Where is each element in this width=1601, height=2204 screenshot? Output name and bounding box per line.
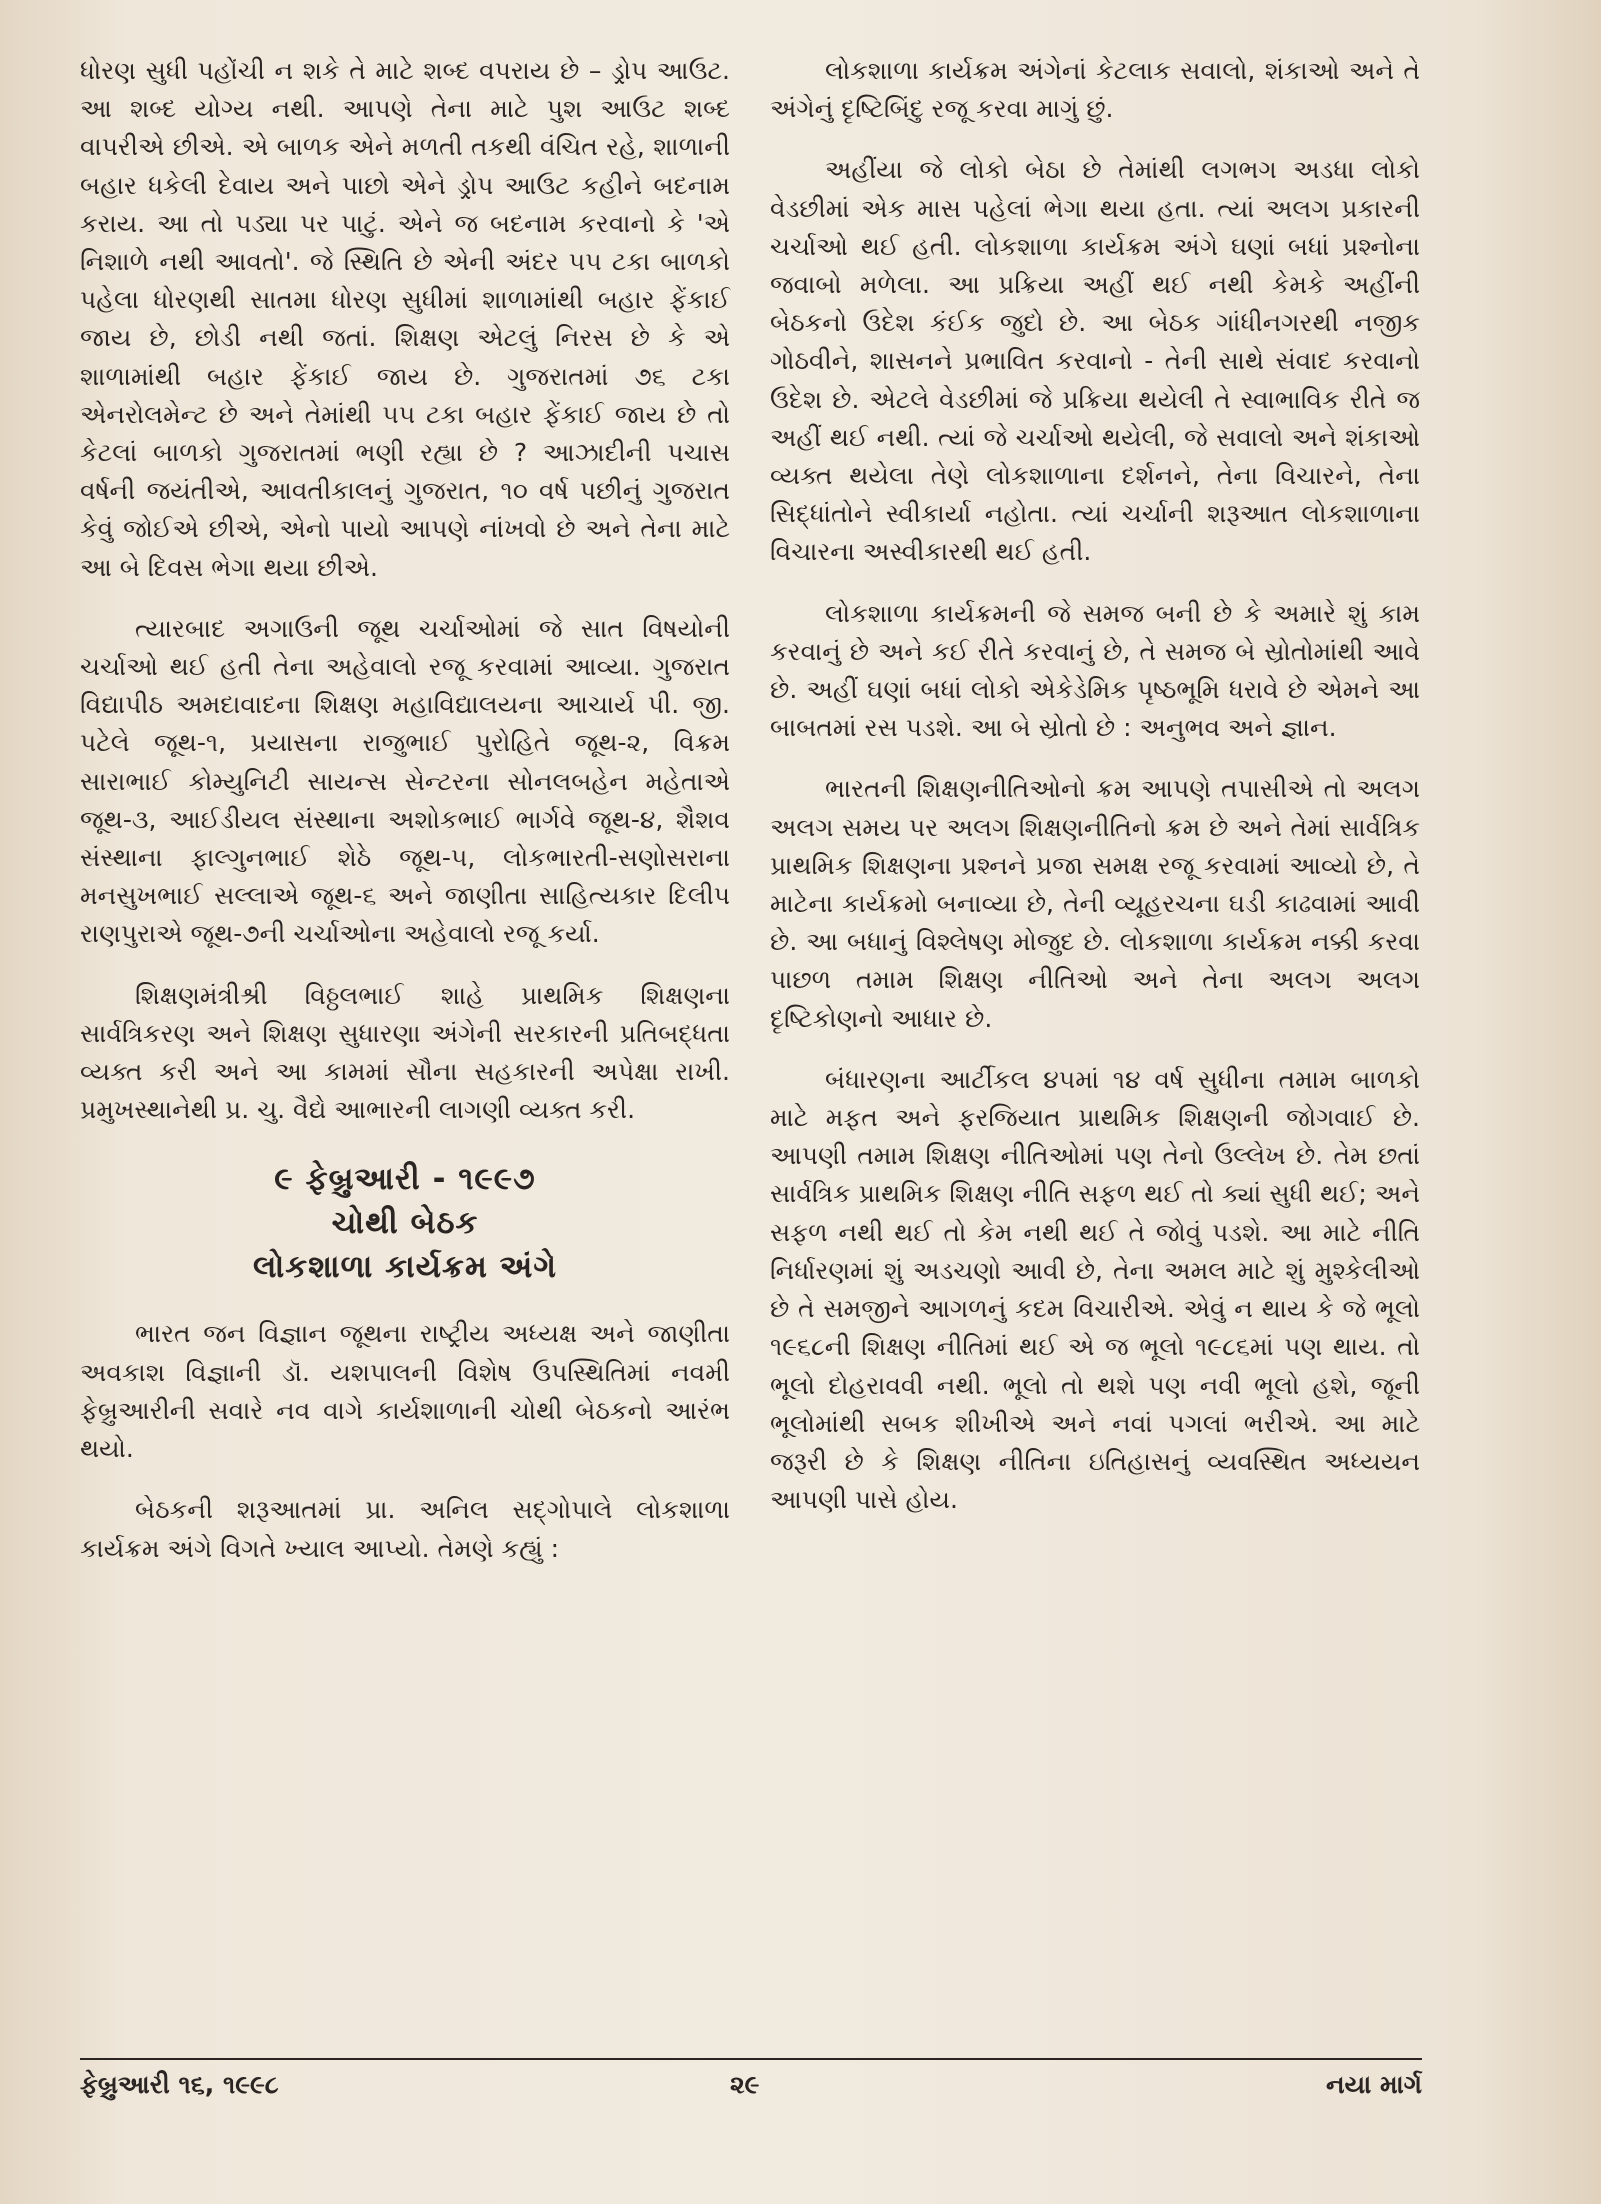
footer-date: ફેબ્રુઆરી ૧૬, ૧૯૯૮ (80, 2070, 279, 2099)
heading-topic: લોકશાળા કાર્યક્રમ અંગે (253, 1249, 557, 1286)
left-column (80, 52, 730, 1591)
paragraph: અહીંયા જે લોકો બેઠા છે તેમાંથી લગભગ અડધા લોકો વેડછીમાં એક માસ પહેલાં ભેગા થયા હતા. ત્યાં અલગ પ્રકારની ચર્ચાઓ થઈ હતી. લોકશાળા કાર્યક્રમ અંગે ઘણાં બધાં પ્રશ્નોના જવાબો મળેલા. આ પ્રક્રિયા અહીં થઈ નથી કેમકે અહીંની બેઠકનો ઉદેશ કંઈક જુદો છે. આ બેઠક ગાંધીનગરથી નજીક ગોઠવીને, શાસનને પ્રભાવિત કરવાનો - તેની સાથે સંવાદ કરવાનો ઉદેશ છે. એટલે વેડછીમાં જે પ્રક્રિયા થયેલી તે સ્વાભાવિક રીતે જ અહીં થઈ નથી. ત્યાં જે ચર્ચાઓ થયેલી, જે સવાલો અને શંકાઓ વ્યક્ત થયેલા તેણે લોકશાળાના દર્શનને, તેના વિચારને, તેના સિદ્ધાંતોને સ્વીકાર્યા નહોતા. ત્યાં ચર્ચાની શરૂઆત લોકશાળાના વિચારના અસ્વીકારથી થઈ હતી. (770, 155, 1420, 567)
paragraph: બેઠકની શરૂઆતમાં પ્રા. અનિલ સદ્‌ગોપાલે લોકશાળા કાર્યક્રમ અંગે વિગતે ખ્યાલ આપ્યો. તેમણે કહ્યું : (80, 1495, 730, 1563)
paragraph: લોકશાળા કાર્યક્રમની જે સમજ બની છે કે અમારે શું કામ કરવાનું છે અને કઈ રીતે કરવાનું છે, તે સમજ બે સ્રોતોમાંથી આવે છે. અહીં ઘણાં બધાં લોકો એકેડેમિક પૃષ્ઠભૂમિ ધરાવે છે એમને આ બાબતમાં રસ પડશે. આ બે સ્રોતો છે : અનુભવ અને જ્ઞાન. (770, 598, 1420, 743)
publication-name: નયા માર્ગ (1326, 2070, 1422, 2099)
heading-session: ચોથી બેઠક (331, 1205, 479, 1242)
paragraph: ત્યારબાદ અગાઉની જૂથ ચર્ચાઓમાં જે સાત વિષયોની ચર્ચાઓ થઈ હતી તેના અહેવાલો રજૂ કરવામાં આવ્યા. ગુજરાત વિદ્યાપીઠ અમદાવાદના શિક્ષણ મહાવિદ્યાલયના આચાર્ય પી. જી. પટેલે જૂથ-૧, પ્રયાસના રાજુભાઈ પુરોહિતે જૂથ-૨, વિક્રમ સારાભાઈ કોમ્યુનિટી સાયન્સ સેન્ટરના સોનલબહેન મહેતાએ જૂથ-૩, આઈડીયલ સંસ્થાના અશોકભાઈ ભાર્ગવે જૂથ-૪, શૈશવ સંસ્થાના ફાલ્ગુનભાઈ શેઠે જૂથ-૫, લોકભારતી-સણોસરાના મનસુખભાઈ સલ્લાએ જૂથ-૬ અને જાણીતા સાહિત્યકાર દિલીપ રાણપુરાએ જૂથ-૭ની ચર્ચાઓના અહેવાલો રજૂ કર્યા. (80, 613, 730, 949)
right-column (770, 52, 1420, 1542)
section-heading (80, 1157, 730, 1289)
paragraph: ભારત જન વિજ્ઞાન જૂથના રાષ્ટ્રીય અધ્યક્ષ અને જાણીતા અવકાશ વિજ્ઞાની ડૉ. યશપાલની વિશેષ ઉપસ્થિતિમાં નવમી ફેબ્રુઆરીની સવારે નવ વાગે કાર્યશાળાની ચોથી બેઠકનો આરંભ થયો. (80, 1319, 730, 1464)
paragraph: ધોરણ સુધી પહોંચી ન શકે તે માટે શબ્દ વપરાય છે – ડ્રોપ આઉટ. આ શબ્દ યોગ્ય નથી. આપણે તેના માટે પુશ આઉટ શબ્દ વાપરીએ છીએ. એ બાળક એને મળતી તકથી વંચિત રહે, શાળાની બહાર ધકેલી દેવાય અને પાછો એને ડ્રોપ આઉટ કહીને બદનામ કરાય. આ તો પડ્યા પર પાટું. એને જ બદનામ કરવાનો કે 'એ નિશાળે નથી આવતો'. જે સ્થિતિ છે એની અંદર ૫૫ ટકા બાળકો પહેલા ધોરણથી સાતમા ધોરણ સુધીમાં શાળામાંથી બહાર ફેંકાઈ જાય છે, છોડી નથી જતાં. શિક્ષણ એટલું નિરસ છે કે એ શાળામાંથી બહાર ફેંકાઈ જાય છે. ગુજરાતમાં ૭૬ ટકા એનરોલમેન્ટ છે અને તેમાંથી ૫૫ ટકા બહાર ફેંકાઈ જાય છે તો કેટલાં બાળકો ગુજરાતમાં ભણી રહ્યા છે ? આઝાદીની પચાસ વર્ષની જયંતીએ, આવતીકાલનું ગુજરાત, ૧૦ વર્ષ પછીનું ગુજરાત કેવું જોઈએ છીએ, એનો પાયો આપણે નાંખવો છે અને તેના માટે આ બે દિવસ ભેગા થયા છીએ. (80, 56, 730, 582)
paragraph: લોકશાળા કાર્યક્રમ અંગેનાં કેટલાક સવાલો, શંકાઓ અને તે અંગેનું દૃષ્ટિબિંદુ રજૂ કરવા માગું છું. (770, 56, 1420, 124)
page-number: ૨૯ (730, 2070, 760, 2099)
heading-date: ૯ ફેબ્રુઆરી - ૧૯૯૭ (274, 1161, 536, 1198)
paragraph: ભારતની શિક્ષણનીતિઓનો ક્રમ આપણે તપાસીએ તો અલગ અલગ સમય પર અલગ શિક્ષણનીતિનો ક્રમ છે અને તેમાં સાર્વત્રિક પ્રાથમિક શિક્ષણના પ્રશ્નને પ્રજા સમક્ષ રજૂ કરવામાં આવ્યો છે, તે માટેના કાર્યક્રમો બનાવ્યા છે, તેની વ્યૂહરચના ઘડી કાઢવામાં આવી છે. આ બધાનું વિશ્લેષણ મોજુદ છે. લોકશાળા કાર્યક્રમ નક્કી કરવા પાછળ તમામ શિક્ષણ નીતિઓ અને તેના અલગ અલગ દૃષ્ટિકોણનો આધાર છે. (770, 774, 1420, 1033)
footer-divider (80, 2058, 1422, 2060)
paragraph: શિક્ષણમંત્રીશ્રી વિઠ્ઠલભાઈ શાહે પ્રાથમિક શિક્ષણના સાર્વત્રિકરણ અને શિક્ષણ સુધારણા અંગેની સરકારની પ્રતિબદ્ધતા વ્યક્ત કરી અને આ કામમાં સૌના સહકારની અપેક્ષા રાખી. પ્રમુખસ્થાનેથી પ્ર. ચુ. વૈદ્યે આભારની લાગણી વ્યક્ત કરી. (80, 980, 730, 1125)
paragraph: બંધારણના આર્ટીકલ ૪૫માં ૧૪ વર્ષ સુધીના તમામ બાળકો માટે મફત અને ફરજિયાત પ્રાથમિક શિક્ષણની જોગવાઈ છે. આપણી તમામ શિક્ષણ નીતિઓમાં પણ તેનો ઉલ્લેખ છે. તેમ છતાં સાર્વત્રિક પ્રાથમિક શિક્ષણ નીતિ સફળ થઈ તો ક્યાં સુધી થઈ; અને સફળ નથી થઈ તો કેમ નથી થઈ તે જોવું પડશે. આ માટે નીતિ નિર્ધારણમાં શું અડચણો આવી છે, તેના અમલ માટે શું મુશ્કેલીઓ છે તે સમજીને આગળનું કદમ વિચારીએ. એવું ન થાય કે જે ભૂલો ૧૯૬૮ની શિક્ષણ નીતિમાં થઈ એ જ ભૂલો ૧૯૮૬માં પણ થાય. તો ભૂલો દોહરાવવી નથી. ભૂલો તો થશે પણ નવી ભૂલો હશે, જૂની ભૂલોમાંથી સબક શીખીએ અને નવાં પગલાં ભરીએ. આ માટે જરૂરી છે કે શિક્ષણ નીતિના ઇતિહાસનું વ્યવસ્થિત અધ્યયન આપણી પાસે હોય. (770, 1064, 1420, 1515)
